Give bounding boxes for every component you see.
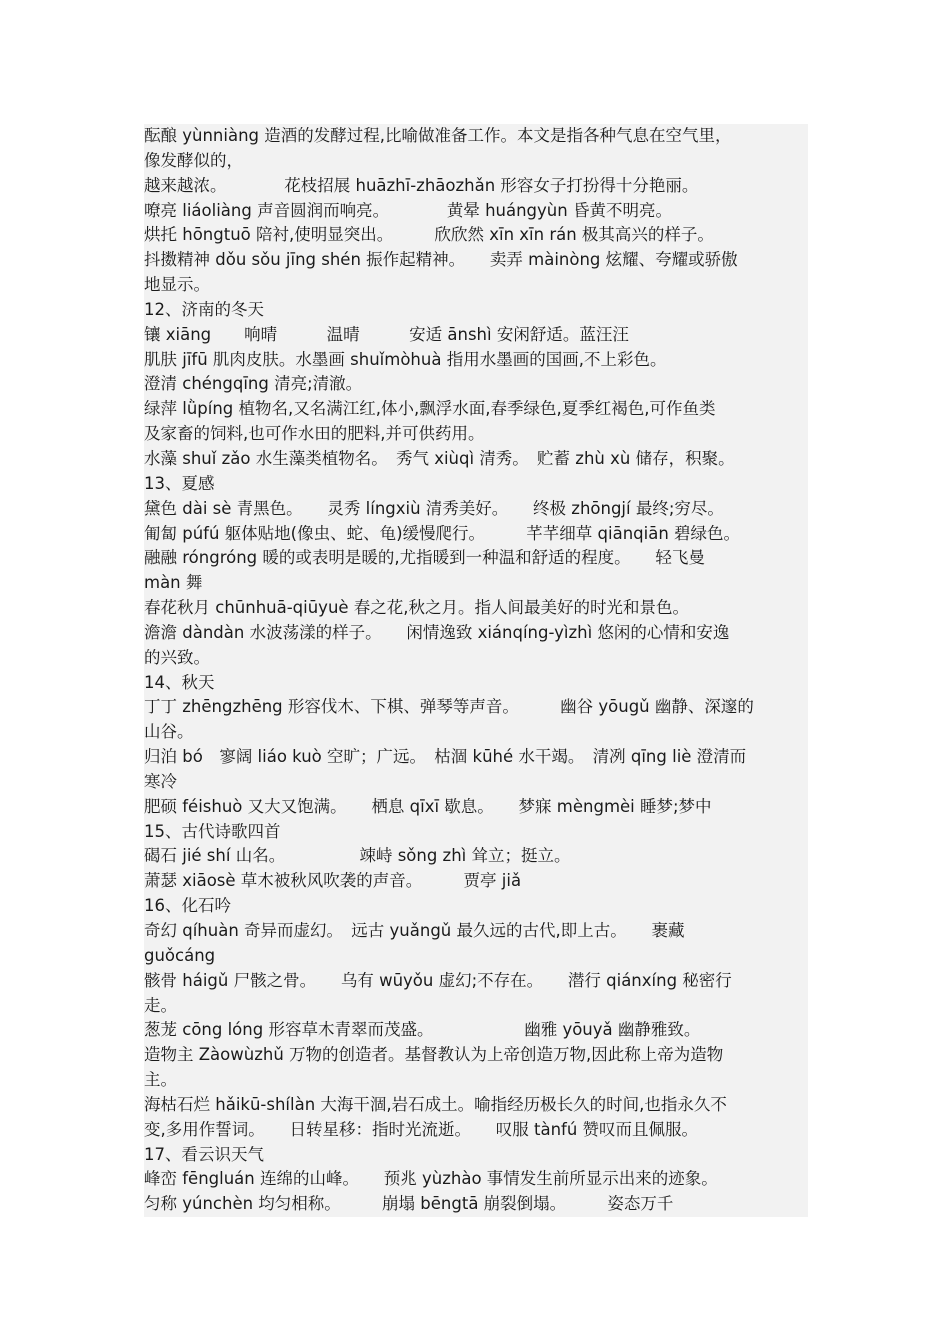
text-line: 的兴致。 bbox=[144, 646, 808, 671]
text-line: 酝酿 yùnniàng 造酒的发酵过程,比喻做准备工作。本文是指各种气息在空气里， bbox=[144, 124, 808, 149]
text-line: 匍匐 púfú 躯体贴地(像虫、蛇、龟)缓慢爬行。 芊芊细草 qiānqiān 碧绿色。 bbox=[144, 522, 808, 547]
text-line: 15、古代诗歌四首 bbox=[144, 820, 808, 845]
text-line: 主。 bbox=[144, 1068, 808, 1093]
text-line: 像发酵似的， bbox=[144, 149, 808, 174]
text-line: 萧瑟 xiāosè 草木被秋风吹袭的声音。 贾亭 jiǎ bbox=[144, 869, 808, 894]
text-line: 绿萍 lǜpíng 植物名,又名满江红,体小,飘浮水面,春季绿色,夏季红褐色,可作鱼类 bbox=[144, 397, 808, 422]
text-line: 越来越浓。 花枝招展 huāzhī-zhāozhǎn 形容女子打扮得十分艳丽。 bbox=[144, 174, 808, 199]
text-line: 匀称 yúnchèn 均匀相称。 崩塌 bēngtā 崩裂倒塌。 姿态万千 bbox=[144, 1192, 808, 1217]
text-line: 春花秋月 chūnhuā-qiūyuè 春之花,秋之月。指人间最美好的时光和景色。 bbox=[144, 596, 808, 621]
text-line: 黛色 dài sè 青黑色。 灵秀 língxiù 清秀美好。 终极 zhōngjí 最终;穷尽。 bbox=[144, 497, 808, 522]
text-line: 骸骨 háigǔ 尸骸之骨。 乌有 wūyǒu 虚幻;不存在。 潜行 qiánxíng 秘密行 bbox=[144, 969, 808, 994]
text-line: 归泊 bó 寥阔 liáo kuò 空旷；广远。 枯涸 kūhé 水干竭。 清冽 qīng liè 澄清而 bbox=[144, 745, 808, 770]
text-line: 海枯石烂 hǎikū-shílàn 大海干涸,岩石成土。喻指经历极长久的时间,也指永久不 bbox=[144, 1093, 808, 1118]
text-line: 烘托 hōngtuō 陪衬,使明显突出。 欣欣然 xīn xīn rán 极其高兴的样子。 bbox=[144, 223, 808, 248]
document-body bbox=[144, 124, 808, 1217]
text-line: 变,多用作誓词。 日转星移：指时光流逝。 叹服 tànfú 赞叹而且佩服。 bbox=[144, 1118, 808, 1143]
text-line: 13、夏感 bbox=[144, 472, 808, 497]
text-line: 澹澹 dàndàn 水波荡漾的样子。 闲情逸致 xiánqíng-yìzhì 悠闲的心情和安逸 bbox=[144, 621, 808, 646]
text-line: 丁丁 zhēngzhēng 形容伐木、下棋、弹琴等声音。 幽谷 yōugǔ 幽静、深邃的 bbox=[144, 695, 808, 720]
text-line: 地显示。 bbox=[144, 273, 808, 298]
text-line: 镶 xiāng 响晴 温晴 安适 ānshì 安闲舒适。蓝汪汪 bbox=[144, 323, 808, 348]
text-line: guǒcáng bbox=[144, 944, 808, 969]
text-line: 走。 bbox=[144, 994, 808, 1019]
text-line: 17、看云识天气 bbox=[144, 1143, 808, 1168]
text-line: 肥硕 féishuò 又大又饱满。 栖息 qīxī 歇息。 梦寐 mèngmèi 睡梦;梦中 bbox=[144, 795, 808, 820]
text-line: 14、秋天 bbox=[144, 671, 808, 696]
text-line: 肌肤 jīfū 肌肉皮肤。水墨画 shuǐmòhuà 指用水墨画的国画,不上彩色。 bbox=[144, 348, 808, 373]
text-line: 奇幻 qíhuàn 奇异而虚幻。 远古 yuǎngǔ 最久远的古代,即上古。 裹藏 bbox=[144, 919, 808, 944]
text-line: màn 舞 bbox=[144, 571, 808, 596]
text-line: 16、化石吟 bbox=[144, 894, 808, 919]
text-line: 葱茏 cōng lóng 形容草木青翠而茂盛。 幽雅 yōuyǎ 幽静雅致。 bbox=[144, 1018, 808, 1043]
text-line: 造物主 Zàowùzhǔ 万物的创造者。基督教认为上帝创造万物,因此称上帝为造物 bbox=[144, 1043, 808, 1068]
text-line: 澄清 chéngqīng 清亮;清澈。 bbox=[144, 372, 808, 397]
text-line: 嘹亮 liáoliàng 声音圆润而响亮。 黄晕 huángyùn 昏黄不明亮。 bbox=[144, 199, 808, 224]
text-line: 寒冷 bbox=[144, 770, 808, 795]
text-line: 及家畜的饲料,也可作水田的肥料,并可供药用。 bbox=[144, 422, 808, 447]
text-line: 峰峦 fēngluán 连绵的山峰。 预兆 yùzhào 事情发生前所显示出来的迹象。 bbox=[144, 1167, 808, 1192]
text-line: 山谷。 bbox=[144, 720, 808, 745]
text-line: 抖擞精神 dǒu sǒu jīng shén 振作起精神。 卖弄 màinòng 炫耀、夸耀或骄傲 bbox=[144, 248, 808, 273]
text-line: 水藻 shuǐ zǎo 水生藻类植物名。 秀气 xiùqì 清秀。 贮蓄 zhù xù 储存，积聚。 bbox=[144, 447, 808, 472]
text-line: 融融 róngróng 暖的或表明是暖的,尤指暖到一种温和舒适的程度。 轻飞曼 bbox=[144, 546, 808, 571]
text-line: 12、济南的冬天 bbox=[144, 298, 808, 323]
text-line: 碣石 jié shí 山名。 竦峙 sǒng zhì 耸立；挺立。 bbox=[144, 844, 808, 869]
